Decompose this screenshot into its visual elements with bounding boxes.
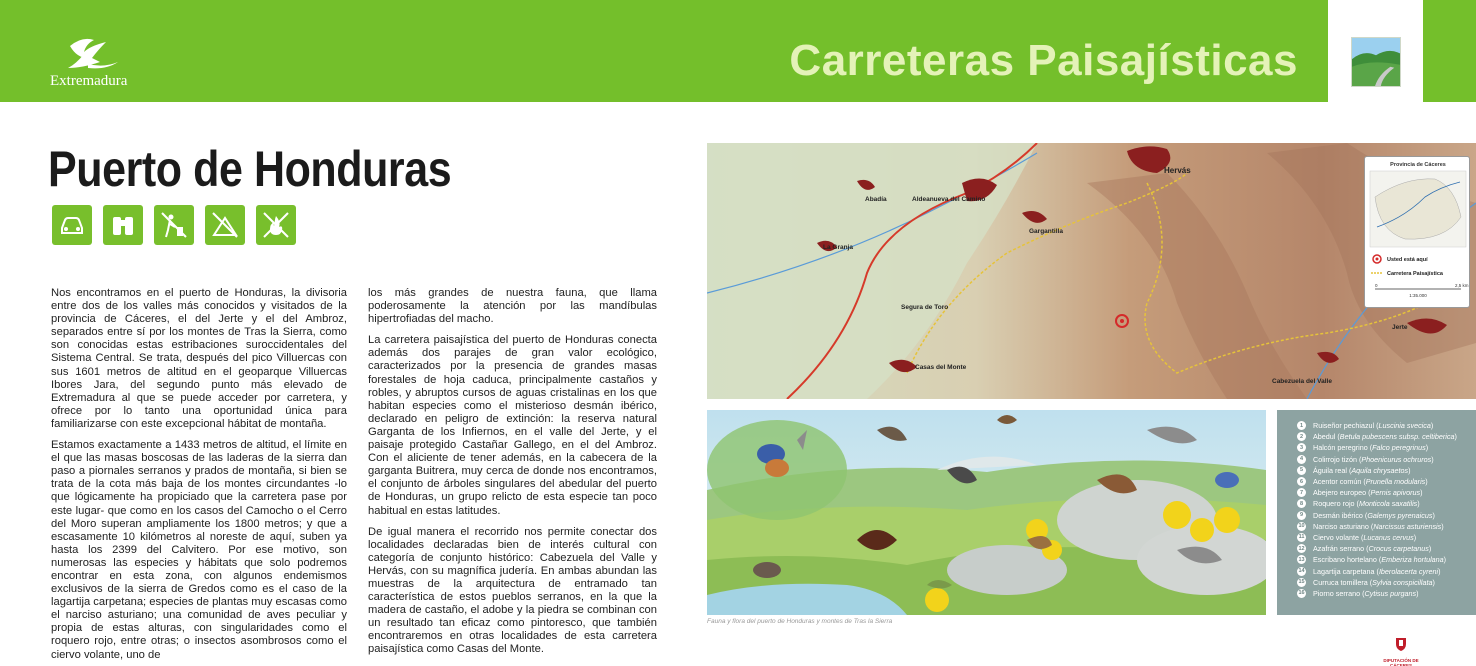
species-latin: Sylvia conspicillata: [1372, 577, 1433, 587]
species-latin: Prunella modularis: [1365, 477, 1426, 487]
species-latin: Pernis apivorus: [1370, 488, 1421, 498]
species-latin: Lucanus cervus: [1363, 532, 1414, 542]
species-item: 7 Abejero europeo ( Pernis apivorus ): [1297, 487, 1476, 498]
species-name: Azafrán serrano: [1313, 544, 1365, 554]
species-number: 10: [1298, 523, 1305, 530]
legend-scale-start: 0: [1375, 283, 1378, 288]
map-town-label: Gargantilla: [1029, 228, 1063, 235]
no-camping-icon: [205, 205, 245, 245]
map-town-label: Segura de Toro: [901, 304, 949, 311]
species-latin: Iberolacerta cyreni: [1378, 566, 1439, 576]
species-item: 5 Águila real ( Aquila chrysaetos ): [1297, 465, 1476, 476]
car-icon: [52, 205, 92, 245]
species-name: Curruca tomillera: [1313, 577, 1368, 587]
species-latin: Emberiza hortulana: [1381, 555, 1444, 565]
species-number: 1: [1297, 421, 1306, 430]
species-item: 11 Ciervo volante ( Lucanus cervus ): [1298, 532, 1417, 542]
paragraph: La carretera paisajística del puerto de Honduras conecta además dos parajes de gran valor ecológico, caracterizados por la presencia de grandes masas forestales de hoja caduca, principalmente castaños y robles, y abruptos cursos de aguas cristalinas en los que habitan especies como el misterioso desmán ibérico, declarado en peligro de extinción: la reserva natural Garganta de los Infiernos, en el valle del Jerte, y el paisaje protegido Castañar Gallego, en el del Ambroz. Con el aliciente de tener además, en la cabecera de la garganta Buitrera, muy cerca de donde nos encontramos, el conjunto de árboles singulares del abedular del puerto de Honduras, un grupo relicto de esta especie tan poco habitual en estas latitudes.: [368, 334, 657, 517]
diputacion-emblem-icon: [1393, 636, 1409, 652]
species-latin: Monticola saxatilis: [1358, 499, 1418, 509]
fauna-flora-illustration: [707, 410, 1266, 615]
species-item: 9 Desmán ibérico ( Galemys pyrenaicus ): [1297, 510, 1476, 521]
species-item: 6 Acentor común ( Prunella modularis ): [1297, 476, 1476, 487]
species-number: 13: [1298, 556, 1305, 563]
species-item: 10 Narciso asturiano ( Narcissus asturiensis ): [1298, 521, 1444, 531]
species-name: Abejero europeo: [1313, 488, 1367, 498]
route-map: [707, 143, 1476, 399]
species-number: 11: [1298, 534, 1305, 541]
species-item: 14 Lagartija carpetana ( Iberolacerta cyreni ): [1298, 566, 1441, 576]
map-town-label: Jerte: [1392, 324, 1408, 331]
map-town-label: Hervás: [1164, 166, 1191, 175]
species-number: 8: [1297, 499, 1306, 508]
map-town-label: Casas del Monte: [915, 364, 967, 371]
species-name: Roquero rojo: [1313, 499, 1355, 509]
species-name: Desmán ibérico: [1313, 510, 1363, 520]
map-town-label: Cabezuela del Valle: [1272, 378, 1332, 385]
illustration-caption: Fauna y flora del puerto de Honduras y montes de Tras la Sierra: [707, 618, 893, 625]
species-item: 12 Azafrán serrano ( Crocus carpetanus ): [1298, 544, 1432, 554]
legend-title: Provincia de Cáceres: [1390, 162, 1446, 168]
diputacion-text: DIPUTACIÓN DE CÁCERES: [1383, 658, 1419, 666]
species-item: 4 Colirrojo tizón ( Phoenicurus ochruros ): [1297, 454, 1476, 465]
species-number: 9: [1297, 511, 1306, 520]
species-item: 3 Halcón peregrino ( Falco peregrinus ): [1297, 442, 1476, 453]
species-latin: Aquila chrysaetos: [1351, 465, 1409, 475]
species-number: 2: [1297, 432, 1306, 441]
species-item: 1 Ruiseñor pechiazul ( Luscinia svecica ): [1297, 420, 1476, 431]
no-litter-icon: [154, 205, 194, 245]
species-latin: Cytisus purgans: [1364, 588, 1417, 598]
landscape-road-thumbnail: [1351, 37, 1401, 87]
species-name: Lagartija carpetana: [1313, 566, 1375, 576]
species-legend: [1277, 410, 1476, 615]
logo-text: Extremadura: [50, 73, 128, 89]
species-name: Colirrojo tizón: [1313, 454, 1357, 464]
paragraph: los más grandes de nuestra fauna, que llama poderosamente la atención por las mandíbulas hipertrofiadas del macho.: [368, 287, 657, 326]
species-latin: Phoenicurus ochruros: [1361, 454, 1432, 464]
page-title: Puerto de Honduras: [48, 141, 452, 197]
species-name: Escribano hortelano: [1313, 555, 1377, 565]
species-number: 16: [1298, 590, 1305, 597]
species-number: 7: [1297, 488, 1306, 497]
species-name: Halcón peregrino: [1313, 443, 1368, 453]
species-item: 8 Roquero rojo ( Monticola saxatilis ): [1297, 498, 1476, 509]
species-item: 16 Piorno serrano ( Cytisus purgans ): [1298, 588, 1419, 598]
species-name: Acentor común: [1313, 477, 1362, 487]
legend-scale-ratio: 1:35.000: [1409, 293, 1427, 298]
legend-scale-end: 2,5 km: [1455, 283, 1469, 288]
species-item: 15 Curruca tomillera ( Sylvia conspicillata ): [1298, 577, 1435, 587]
paragraph: De igual manera el recorrido nos permite conectar dos localidades declaradas bien de interés cultural con categoría de conjunto histórico: Cabezuela del Valle y Hervás, con su magnífica judería. En ambas abundan las muestras de la arquitectura de entramado tan característica de estos pueblos serranos, en la que la madera de castaño, el adobe y la piedra se combinan con un resultado tan eficaz como pintoresco, que también encontraremos en otras localidades de esta carretera paisajística como Casas del Monte.: [368, 525, 657, 656]
species-latin: Crocus carpetanus: [1368, 544, 1429, 554]
species-item: 2 Abedul ( Betula pubescens subsp. celtiberica ): [1297, 431, 1476, 442]
species-number: 4: [1297, 455, 1306, 464]
species-name: Piorno serrano: [1313, 588, 1361, 598]
species-item: 13 Escribano hortelano ( Emberiza hortulana ): [1298, 555, 1447, 565]
diputacion-logo: [1376, 636, 1426, 666]
activity-icons: [52, 205, 296, 245]
header-title: Carreteras Paisajísticas: [789, 36, 1298, 85]
body-column-2: [368, 287, 657, 665]
legend-route: Carretera Paisajística: [1387, 271, 1443, 277]
map-legend: [1364, 156, 1470, 308]
map-town-label: Aldeanueva del Camino: [912, 196, 986, 203]
no-fire-icon: [256, 205, 296, 245]
species-number: 14: [1298, 568, 1305, 575]
binoculars-icon: [103, 205, 143, 245]
species-name: Ruiseñor pechiazul: [1313, 421, 1375, 431]
species-number: 6: [1297, 477, 1306, 486]
species-name: Abedul: [1313, 432, 1336, 442]
map-town-label: La Granja: [823, 244, 853, 251]
paragraph: Estamos exactamente a 1433 metros de altitud, el límite en el que las masas boscosas de las laderas de la sierra dan paso a piornales serranos y prados de montaña, si bien se trata de la cota más baja de los montes circundantes -lo que lógicamente ha propiciado que la carretera pase por este lugar- que como en los casos del Camocho o el Cerro del Moro superan ampliamente los 1800 metros; y que a escasamente 10 kilómetros al noreste de aquí, suben ya hasta los 2399 del Calvitero. Por ese motivo, son numerosas las especies y hábitats que solo podremos encontrar en esta zona, con algunos endemismos exclusivos de la sierra de Gredos como es el caso de la lagartija carpetana; especies de plantas muy escasas como el narciso asturiano; una comunidad de aves peculiar y propia de estas alturas, con singularidades como el roquero rojo, entre otras; o insectos asombrosos como el ciervo volante, uno de: [51, 439, 348, 661]
species-name: Ciervo volante: [1313, 532, 1359, 542]
species-number: 15: [1298, 579, 1305, 586]
species-latin: Betula pubescens subsp. celtiberica: [1339, 432, 1455, 442]
map-town-label: Abadía: [865, 196, 887, 203]
body-column-1: [51, 287, 347, 666]
species-latin: Narcissus asturiensis: [1373, 521, 1442, 531]
species-name: Águila real: [1313, 465, 1347, 475]
legend-you-are-here: Usted está aquí: [1387, 257, 1428, 263]
paragraph: Nos encontramos en el puerto de Honduras, la divisoria entre dos de los valles más conocidos y visitados de la provincia de Cáceres, el del Jerte y el del Ambroz, separados entre sí por los montes de Tras la Sierra, como son conocidas estas estribaciones suroccidentales del Sistema Central. Se trata, después del pico Villuercas con sus 1601 metros de altitud en el geoparque Villuercas Ibores Jara, del segundo punto más elevado de Extremadura al que se puede acceder por carretera, y ofrece por lo tanto una oportunidad única para familiarizarse con este excepcional hábitat de montaña.: [51, 287, 347, 430]
species-latin: Galemys pyrenaicus: [1367, 510, 1433, 520]
species-name: Narciso asturiano: [1313, 521, 1369, 531]
species-number: 12: [1298, 545, 1305, 552]
species-number: 5: [1297, 466, 1306, 475]
species-number: 3: [1297, 443, 1306, 452]
species-latin: Luscinia svecica: [1378, 421, 1431, 431]
species-latin: Falco peregrinus: [1372, 443, 1426, 453]
